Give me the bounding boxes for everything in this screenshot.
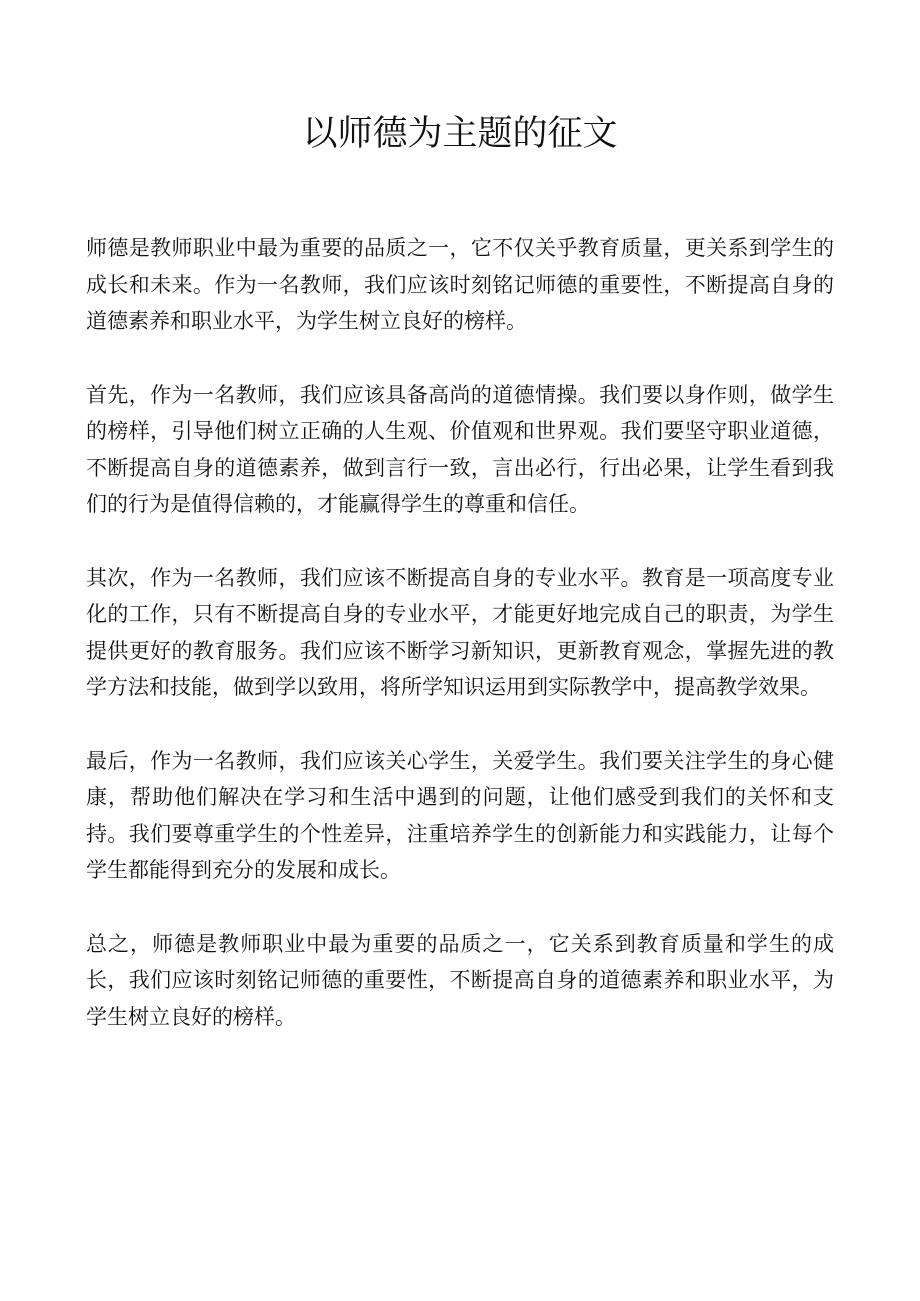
paragraph-last: 最后，作为一名教师，我们应该关心学生，关爱学生。我们要关注学生的身心健康，帮助他们解决在学习和生活中遇到的问题，让他们感受到我们的关怀和支持。我们要尊重学生的个性差异，注重培养学生的创新能力和实践能力，让每个学生都能得到充分的发展和成长。: [86, 748, 834, 882]
essay-body: [86, 230, 834, 1072]
paragraph-first: 首先，作为一名教师，我们应该具备高尚的道德情操。我们要以身作则，做学生的榜样，引导他们树立正确的人生观、价值观和世界观。我们要坚守职业道德，不断提高自身的道德素养，做到言行一致，言出必行，行出必果，让学生看到我们的行为是值得信赖的，才能赢得学生的尊重和信任。: [86, 382, 834, 516]
paragraph-conclusion: 总之，师德是教师职业中最为重要的品质之一，它关系到教育质量和学生的成长，我们应该时刻铭记师德的重要性，不断提高自身的道德素养和职业水平，为学生树立良好的榜样。: [86, 931, 834, 1029]
paragraph-intro: 师德是教师职业中最为重要的品质之一，它不仅关乎教育质量，更关系到学生的成长和未来。作为一名教师，我们应该时刻铭记师德的重要性，不断提高自身的道德素养和职业水平，为学生树立良好的榜样。: [86, 236, 834, 333]
page-title: 以师德为主题的征文: [302, 114, 618, 154]
paragraph-second: 其次，作为一名教师，我们应该不断提高自身的专业水平。教育是一项高度专业化的工作，只有不断提高自身的专业水平，才能更好地完成自己的职责，为学生提供更好的教育服务。我们应该不断学习新知识，更新教育观念，掌握先进的教学方法和技能，做到学以致用，将所学知识运用到实际教学中，提高教学效果。: [86, 565, 834, 699]
